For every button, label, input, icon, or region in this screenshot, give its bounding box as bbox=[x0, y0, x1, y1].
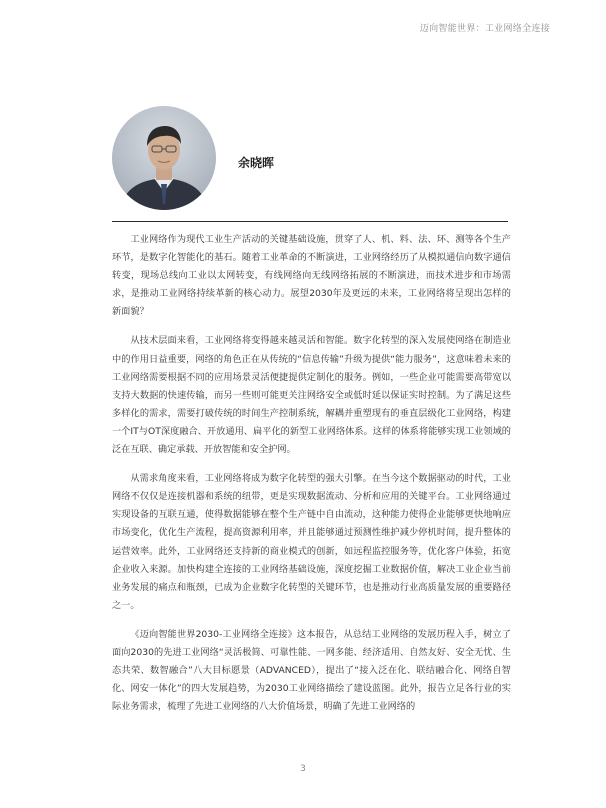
author-block bbox=[112, 106, 532, 214]
paragraph-technology: 从技术层面来看，工业网络将变得越来越灵活和智能。数字化转型的深入发展使网络在制造业中的作用日益重要，网络的角色正在从传统的“信息传输”升级为提供“能力服务”，这意味着未来的工业网络需要根据不同的应用场景灵活便捷提供定制化的服务。例如，一些企业可能需要高带宽以支持大数据的快速传输，而另一些则可能更关注网络安全或低时延以保证实时控制。为了满足这些多样化的需求，需要打破传统的时间生产控制系统，解耦并重塑现有的垂直层级化工业网络，构建一个IT与OT深度融合、开放通用、扁平化的新型工业网络体系。这样的体系将能够实现工业领域的泛在互联、确定承载、开放智能和安全护网。 bbox=[112, 335, 511, 456]
section-divider bbox=[112, 221, 508, 222]
author-name: 余晓晖 bbox=[238, 156, 275, 170]
running-header: 迈向智能世界：工业网络全连接 bbox=[419, 24, 550, 34]
paragraph-demand: 从需求角度来看，工业网络将成为数字化转型的强大引擎。在当今这个数据驱动的时代，工业网络不仅仅是连接机器和系统的纽带，更是实现数据流动、分析和应用的关键平台。工业网络通过实现设备的互联互通，使得数据能够在整个生产链中自由流动，这种能力使得企业能够更快地响应市场变化，优化生产流程，提高资源利用率，并且能够通过预测性维护减少停机时间，提升整体的运营效率。此外，工业网络还支持新的商业模式的创新，如远程监控服务等，优化客户体验，拓宽企业收入来源。加快构建全连接的工业网络基础设施，深度挖掘工业数据价值，解决工业企业当前业务发展的痛点和瓶颈，已成为企业数字化转型的关键环节，也是推动行业高质量发展的重要路径之一。 bbox=[112, 473, 511, 611]
author-photo bbox=[112, 106, 216, 210]
author-portrait-icon bbox=[112, 106, 216, 210]
page-number: 3 bbox=[300, 764, 306, 774]
foreword-body bbox=[112, 231, 511, 727]
paragraph-report-summary: 《迈向智能世界2030-工业网络全连接》这本报告，从总结工业网络的发展历程入手，树立了面向2030的先进工业网络“灵活极简、可靠性能、一网多能、经济适用、自然友好、安全无忧、生态共荣、数智融合”八大目标愿景（ADVANCED），提出了“接入泛在化、联结融合化、网络自智化、网安一体化”的四大发展趋势，为2030工业网络描绘了建设蓝图。此外，报告立足各行业的实际业务需求，梳理了先进工业网络的八大价值场景，明确了先进工业网络的 bbox=[112, 628, 511, 713]
paragraph-intro: 工业网络作为现代工业生产活动的关键基础设施，贯穿了人、机、料、法、环、测等各个生产环节，是数字化智能化的基石。随着工业革命的不断演进，工业网络经历了从模拟通信向数字通信转变，现场总线向工业以太网转变，有线网络向无线网络拓展的不断演进，而技术进步和市场需求，是推动工业网络持续革新的核心动力。展望2030年及更远的未来，工业网络将呈现出怎样的新面貌？ bbox=[112, 234, 511, 318]
